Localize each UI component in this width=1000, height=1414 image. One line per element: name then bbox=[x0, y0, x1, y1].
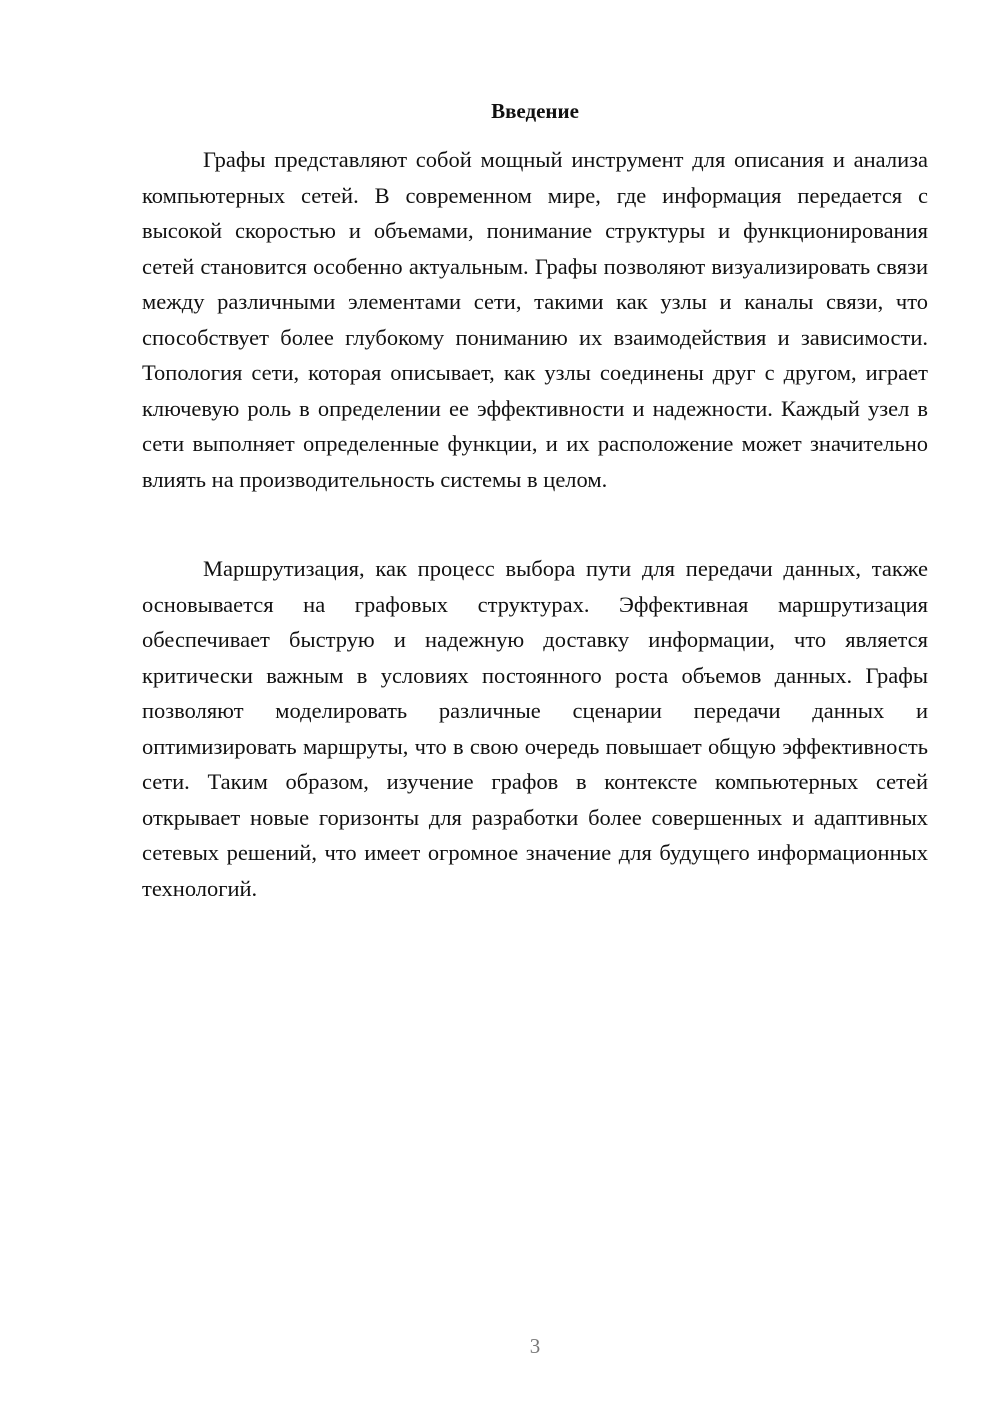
paragraph-routing: Маршрутизация, как процесс выбора пути для передачи данных, также основывается на графовых структурах. Эффективная маршрутизация обеспечивает быструю и надежную доставку информации, что является критически важным в условиях постоянного роста объемов данных. Графы позволяют моделировать различные сценарии передачи данных и оптимизировать маршруты, что в свою очередь повышает общую эффективность сети. Таким образом, изучение графов в контексте компьютерных сетей открывает новые горизонты для разработки более совершенных и адаптивных сетевых решений, что имеет огромное значение для будущего информационных технологий. bbox=[142, 556, 928, 901]
paragraph-graphs-intro: Графы представляют собой мощный инструмент для описания и анализа компьютерных сетей. В современном мире, где информация передается с высокой скоростью и объемами, понимание структуры и функционирования сетей становится особенно актуальным. Графы позволяют визуализировать связи между различными элементами сети, такими как узлы и каналы связи, что способствует более глубокому пониманию их взаимодействия и зависимости. Топология сети, которая описывает, как узлы соединены друг с другом, играет ключевую роль в определении ее эффективности и надежности. Каждый узел в сети выполняет определенные функции, и их расположение может значительно влиять на производительность системы в целом. bbox=[142, 147, 928, 492]
section-heading: Введение bbox=[491, 99, 579, 123]
page-number: 3 bbox=[529, 1334, 541, 1358]
